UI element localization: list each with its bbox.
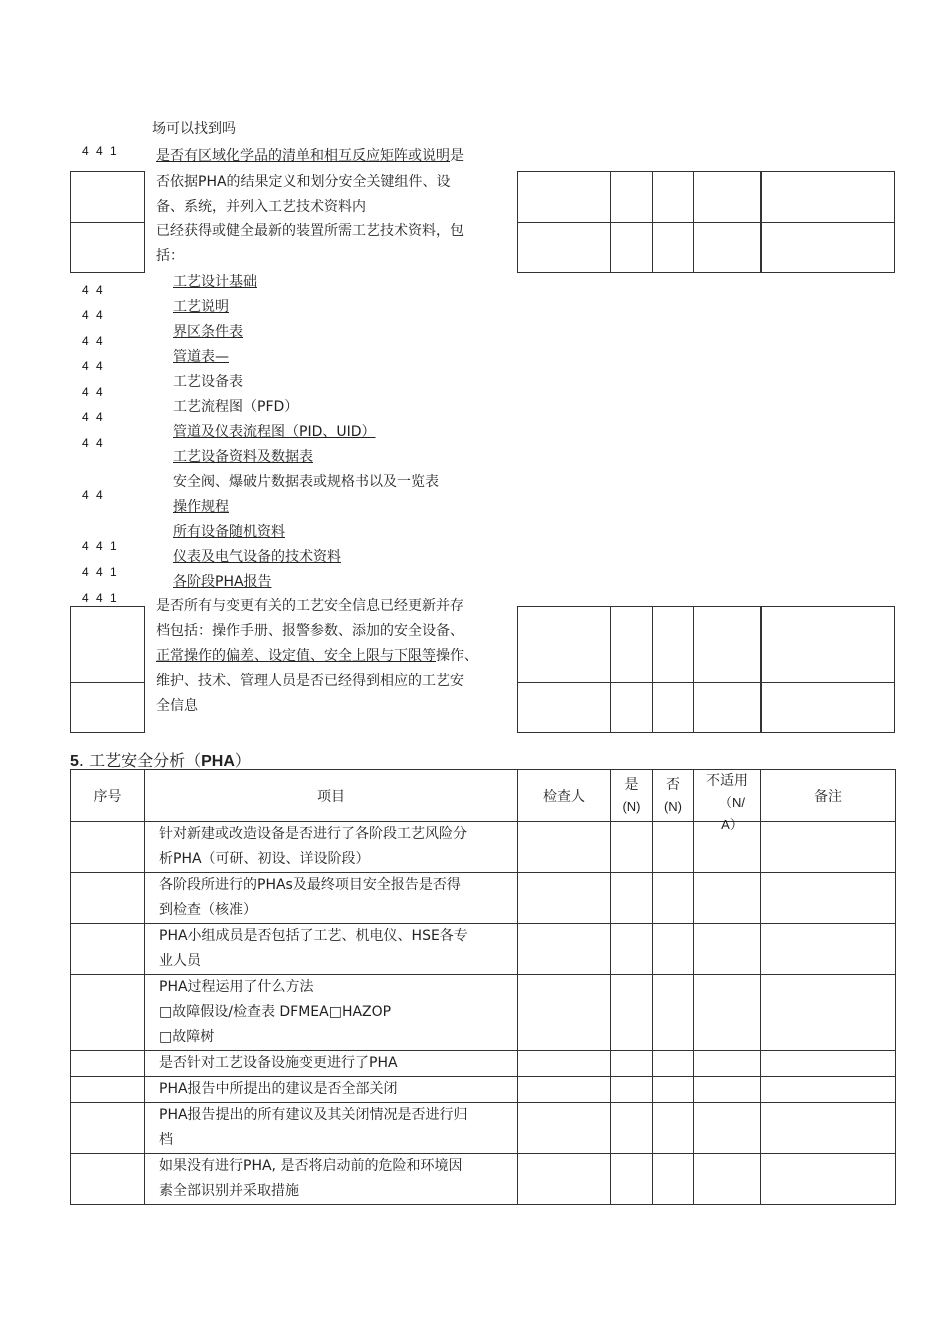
doc-item: 管道表—: [173, 349, 229, 365]
header-checker: 检查人: [518, 770, 611, 822]
question-latest-info: 已经获得或健全最新的装置所需工艺技术资料，包 括：: [156, 223, 464, 264]
row-item: PHA报告提出的所有建议及其关闭情况是否进行归 档: [145, 1103, 518, 1154]
header-na: 不适用 （N/ A）: [694, 770, 761, 822]
doc-item: 各阶段PHA报告: [173, 574, 272, 590]
doc-item: 工艺设备资料及数据表: [173, 449, 313, 465]
header-yes: 是 (N): [611, 770, 653, 822]
seq-cell: [70, 222, 145, 273]
doc-item: 工艺说明: [173, 299, 229, 315]
question-update-psi: 是否所有与变更有关的工艺安全信息已经更新并存 档包括：操作手册、报警参数、添加的安全设备、 正常操作的偏差、设定值、安全上限与下限等操作、 维护、技术、管理人员是否已经得到相应的工艺安 全信息: [156, 598, 478, 714]
item-number: 4 4: [82, 410, 105, 424]
continued-line: 场可以找到吗: [152, 121, 236, 137]
header-item: 项目: [145, 770, 518, 822]
seq-cell: [70, 606, 145, 683]
item-number: 4 4 1: [82, 591, 119, 605]
item-number: 4 4 1: [82, 144, 119, 158]
doc-item: 管道及仪表流程图（PID、UID）: [173, 424, 376, 440]
item-number: 4 4: [82, 283, 105, 297]
item-number: 4 4: [82, 308, 105, 322]
seq-cell: [70, 682, 145, 733]
answer-grid: [517, 606, 895, 733]
table-row: [71, 975, 896, 1051]
doc-item: 操作规程: [173, 499, 229, 515]
row-item: PHA小组成员是否包括了工艺、机电仪、HSE各专 业人员: [145, 924, 518, 975]
row-item: 各阶段所进行的PHAs及最终项目安全报告是否得 到检查（核准）: [145, 873, 518, 924]
item-number: 4 4: [82, 334, 105, 348]
doc-item: 工艺流程图（PFD）: [173, 399, 299, 415]
header-no: 否 (N): [653, 770, 694, 822]
table-row: [71, 873, 896, 924]
table-row: [71, 1103, 896, 1154]
header-remark: 备注: [761, 770, 896, 822]
seq-cell: [70, 171, 145, 223]
doc-item: 所有设备随机资料: [173, 524, 285, 540]
table-row: [71, 822, 896, 873]
doc-item: 安全阀、爆破片数据表或规格书以及一览表: [173, 474, 439, 490]
question-reactive-matrix: 是否有区域化学品的清单和相互反应矩阵或说明是: [156, 148, 464, 164]
item-number: 4 4: [82, 385, 105, 399]
item-number: 4 4: [82, 436, 105, 450]
doc-item: 工艺设备表: [173, 374, 243, 390]
question-critical-components: 否依据PHA的结果定义和划分安全关键组件、设 备、系统，并列入工艺技术资料内: [156, 174, 451, 215]
pha-checklist-table: [70, 769, 896, 1205]
table-row: [71, 1154, 896, 1205]
item-number: 4 4 1: [82, 539, 119, 553]
table-row: [71, 924, 896, 975]
doc-item: 仪表及电气设备的技术资料: [173, 549, 341, 565]
item-number: 4 4: [82, 359, 105, 373]
row-item: 针对新建或改造设备是否进行了各阶段工艺风险分 析PHA（可研、初设、详设阶段）: [145, 822, 518, 873]
table-row: [71, 1077, 896, 1103]
item-number: 4 4 1: [82, 565, 119, 579]
table-row: [71, 1051, 896, 1077]
header-seq: 序号: [71, 770, 145, 822]
section-title: 5. 工艺安全分析（PHA）: [70, 751, 251, 770]
row-item: 如果没有进行PHA, 是否将启动前的危险和环境因 素全部识别并采取措施: [145, 1154, 518, 1205]
row-item: PHA过程运用了什么方法 □故障假设/检查表 DFMEA□HAZOP □故障树: [145, 975, 518, 1051]
doc-item: 工艺设计基础: [173, 274, 257, 290]
row-item: PHA报告中所提出的建议是否全部关闭: [145, 1077, 518, 1103]
table-header: [71, 770, 896, 822]
row-item: 是否针对工艺设备设施变更进行了PHA: [145, 1051, 518, 1077]
item-number: 4 4: [82, 488, 105, 502]
doc-item: 界区条件表: [173, 324, 243, 340]
